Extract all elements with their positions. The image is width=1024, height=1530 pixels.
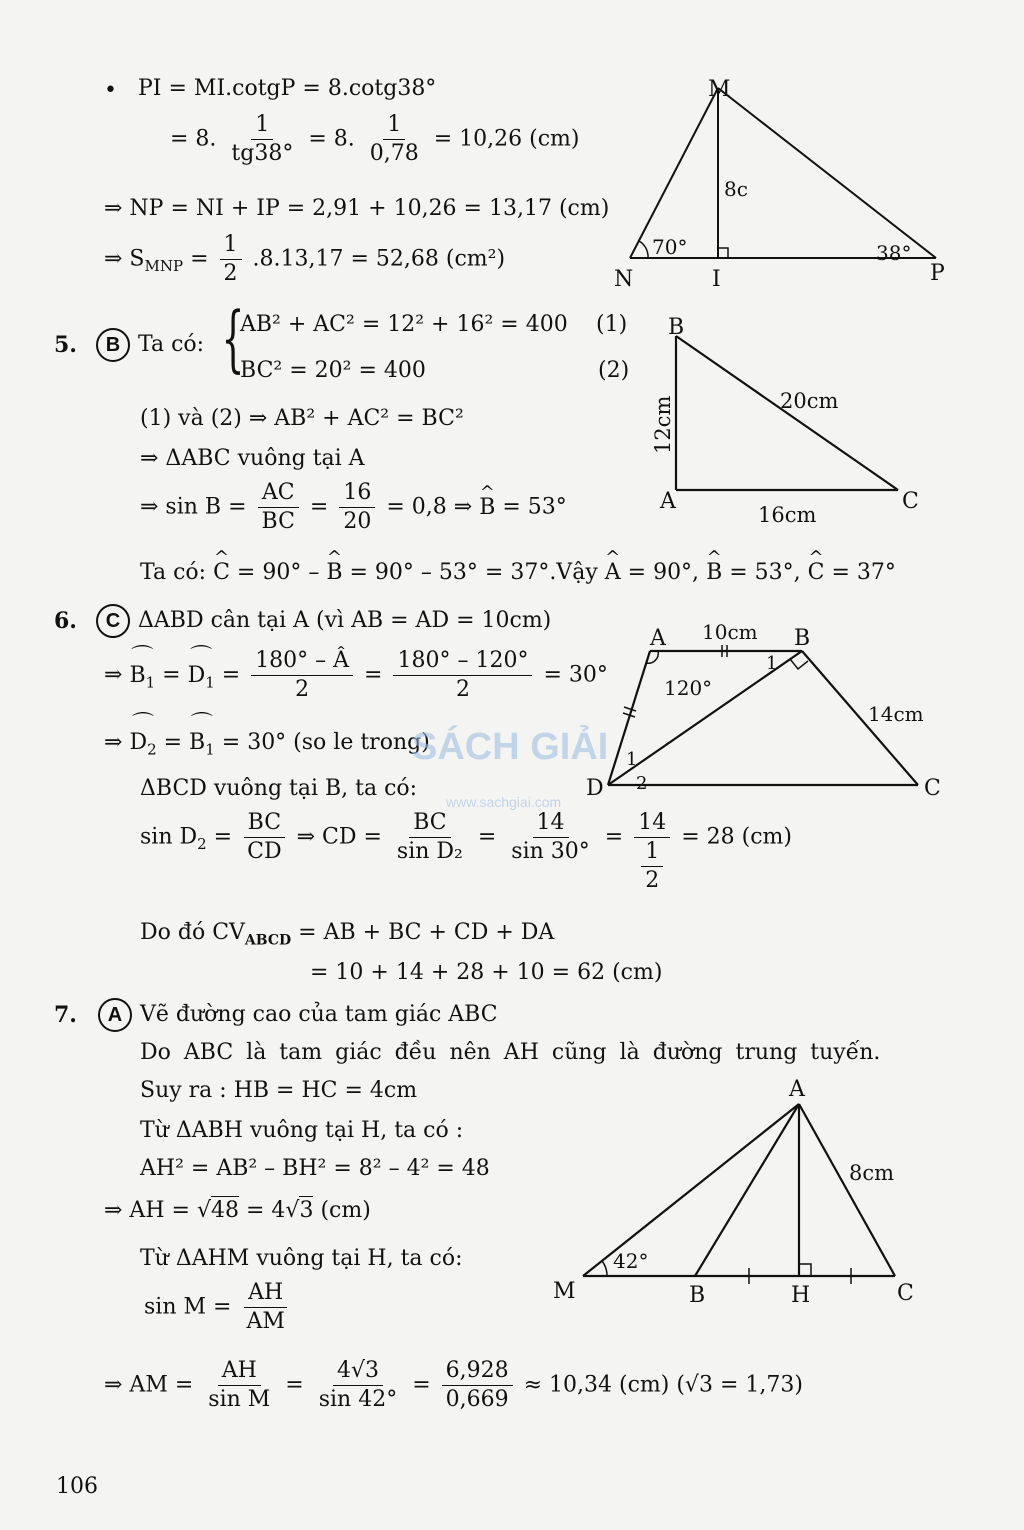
angle-M: 42° — [613, 1249, 649, 1273]
p5-line4: Ta có: ^ C = 90° – ^ B = 90° – 53° = 37°.Vậy ^ A = 90°, ^ B = 53°, ^ C = 37° — [140, 562, 896, 584]
label-B: B — [794, 626, 811, 651]
label-P: P — [930, 261, 945, 286]
angle-D1: 1 — [626, 749, 638, 770]
fraction: $\frac{4√3}{\sin 42^\circ}$ — [318, 1358, 398, 1412]
p4-line2: = 8. $\frac{1}{tg38^\circ}$ = 8. $\frac{1}{0,78}$ = 10,26 (cm) — [170, 112, 580, 166]
watermark-logo: SÁCH GIẢI — [412, 726, 609, 768]
p5-number: 5. — [54, 332, 77, 358]
p5-sys2-tag: (2) — [598, 358, 630, 383]
label-BC: 14cm — [868, 702, 924, 726]
fraction: $\frac{1}{tg38^\circ}$ — [231, 112, 294, 166]
fraction: $\frac{AH}{AM}$ — [242, 1282, 288, 1333]
label-C: C — [924, 776, 941, 801]
fraction: $\frac{14}{\sin 30^\circ}$ — [511, 810, 590, 864]
label-C: C — [897, 1281, 914, 1306]
p7-line2: Do ABC là tam giác đều nên AH cũng là đường trung tuyến. — [140, 1040, 881, 1065]
p7-line1: Vẽ đường cao của tam giác ABC — [140, 1002, 498, 1027]
p7-line4: Từ ΔABH vuông tại H, ta có : — [140, 1118, 464, 1143]
p5-line1: (1) và (2) ⇒ AB² + AC² = BC² — [140, 406, 464, 431]
label-M: M — [708, 77, 731, 102]
label-H: H — [791, 1283, 811, 1308]
angle-A: 120° — [664, 676, 713, 700]
label-AC: 16cm — [758, 503, 817, 527]
angle-P: 38° — [876, 241, 912, 265]
p6-line1: ΔABD cân tại A (vì AB = AD = 10cm) — [138, 608, 552, 633]
fraction: $\frac{16}{20}$ — [339, 482, 375, 533]
p7-line5: AH² = AB² – BH² = 8² – 4² = 48 — [140, 1156, 490, 1181]
p6-line7: = 10 + 14 + 28 + 10 = 62 (cm) — [310, 960, 663, 985]
p6-line5: $\sin D_2$ = $\frac{BC}{CD}$ ⇒ CD = $\frac{BC}{\text{sin D₂}}$ = $\frac{14}{\sin 30^\circ}$ = $\frac{14}{\frac{1}{2}}$ = 28 (cm) — [140, 810, 792, 893]
label-I: I — [712, 267, 721, 292]
page-number: 106 — [56, 1474, 98, 1499]
fraction: $\frac{180^\circ - 120^\circ}{2}$ — [393, 650, 532, 701]
label-A: A — [789, 1077, 805, 1102]
fraction: $\frac{BC}{CD}$ — [243, 812, 285, 863]
trapezoid-abcd-figure — [580, 615, 960, 815]
p5-sys2: BC² = 20² = 400 — [240, 358, 426, 383]
fraction: $\frac{6,928}{0,669}$ — [442, 1360, 513, 1411]
triangle-amc-figure — [545, 1072, 935, 1312]
triangle-abc-figure-5 — [640, 310, 940, 530]
p7-line9: ⇒ AM = $\frac{AH}{\text{sin M}}$ = $\frac{4√3}{\sin 42^\circ}$ = $\frac{6,928}{0,669}$ ≈ 10,34 (cm) (√3 = 1,73) — [104, 1358, 803, 1412]
fraction: $\frac{BC}{\text{sin D₂}}$ — [396, 810, 463, 864]
fraction: $\frac{14}{\frac{1}{2}}$ — [634, 812, 670, 892]
watermark-url: www.sachgiai.com — [446, 794, 562, 810]
angle-B1: 1 — [766, 653, 778, 674]
p7-number: 7. — [54, 1002, 77, 1028]
label-MI: 8c — [724, 177, 748, 201]
p7-line7: Từ ΔAHM vuông tại H, ta có: — [140, 1246, 463, 1271]
system-brace: { — [221, 296, 245, 380]
label-BC: 20cm — [780, 389, 839, 413]
label-D: D — [586, 776, 604, 801]
p7-line6: ⇒ AH = √ 48 = 4√ 3 (cm) — [104, 1200, 371, 1222]
fraction: $\frac{AC}{BC}$ — [258, 482, 299, 533]
p6-line2: ⇒ ⌒ $B_1$ = ⌒ $D_1$ = $\frac{180^\circ - Â}{2}$ = $\frac{180^\circ - 120^\circ}{2}$ = 30° — [104, 650, 608, 701]
p5-intro: Ta có: — [138, 332, 205, 357]
p7-answer-badge: A — [98, 998, 132, 1032]
label-A: A — [660, 489, 676, 514]
label-N: N — [614, 267, 634, 292]
fraction: $\frac{1}{2}$ — [220, 234, 242, 285]
p5-sys1-tag: (1) — [596, 312, 628, 337]
p6-answer-badge: C — [96, 604, 130, 638]
p4-line3: ⇒ NP = NI + IP = 2,91 + 10,26 = 13,17 (cm) — [104, 196, 610, 221]
fraction: $\frac{1}{0,78}$ — [369, 112, 419, 166]
p6-line4: ΔBCD vuông tại B, ta có: — [140, 776, 418, 801]
label-AB: 10cm — [702, 620, 758, 644]
p4-line4: ⇒ $S_{MNP}$ = $\frac{1}{2}$ .8.13,17 = 52,68 (cm²) — [104, 232, 506, 286]
label-AC: 8cm — [849, 1161, 895, 1185]
label-B: B — [689, 1283, 706, 1308]
p6-line3: ⇒ ⌒ $D_2$ = ⌒ $B_1 = 30^\circ$ (so le trong) — [104, 732, 430, 757]
label-M: M — [553, 1279, 576, 1304]
p5-sys1: AB² + AC² = 12² + 16² = 400 — [240, 312, 568, 337]
p6-line6: Do đó $CV_{ABCD}$ = AB + BC + CD + DA — [140, 920, 555, 949]
p5-line3: ⇒ sin B = $\frac{AC}{BC}$ = $\frac{16}{20}$ = 0,8 ⇒ ^ B = 53° — [140, 482, 567, 533]
bullet-icon: • — [104, 78, 117, 103]
p5-answer-badge: B — [96, 328, 130, 362]
label-A: A — [650, 626, 666, 651]
p4-line1: PI = MI.cotgP = 8.cotg38° — [138, 76, 437, 101]
p5-line2: ⇒ ΔABC vuông tại A — [140, 446, 365, 471]
label-B: B — [668, 315, 685, 340]
label-C: C — [902, 489, 919, 514]
angle-D2: 2 — [636, 773, 648, 794]
label-AB: 12cm — [651, 395, 675, 454]
angle-N: 70° — [652, 235, 688, 259]
p7-line3: Suy ra : HB = HC = 4cm — [140, 1078, 418, 1103]
p6-number: 6. — [54, 608, 77, 634]
p7-line8: sin M = $\frac{AH}{AM}$ — [144, 1282, 293, 1333]
fraction: $\frac{AH}{\text{sin M}}$ — [208, 1358, 271, 1412]
fraction: $\frac{180^\circ - Â}{2}$ — [251, 650, 353, 701]
triangle-mnp-figure — [600, 70, 960, 295]
